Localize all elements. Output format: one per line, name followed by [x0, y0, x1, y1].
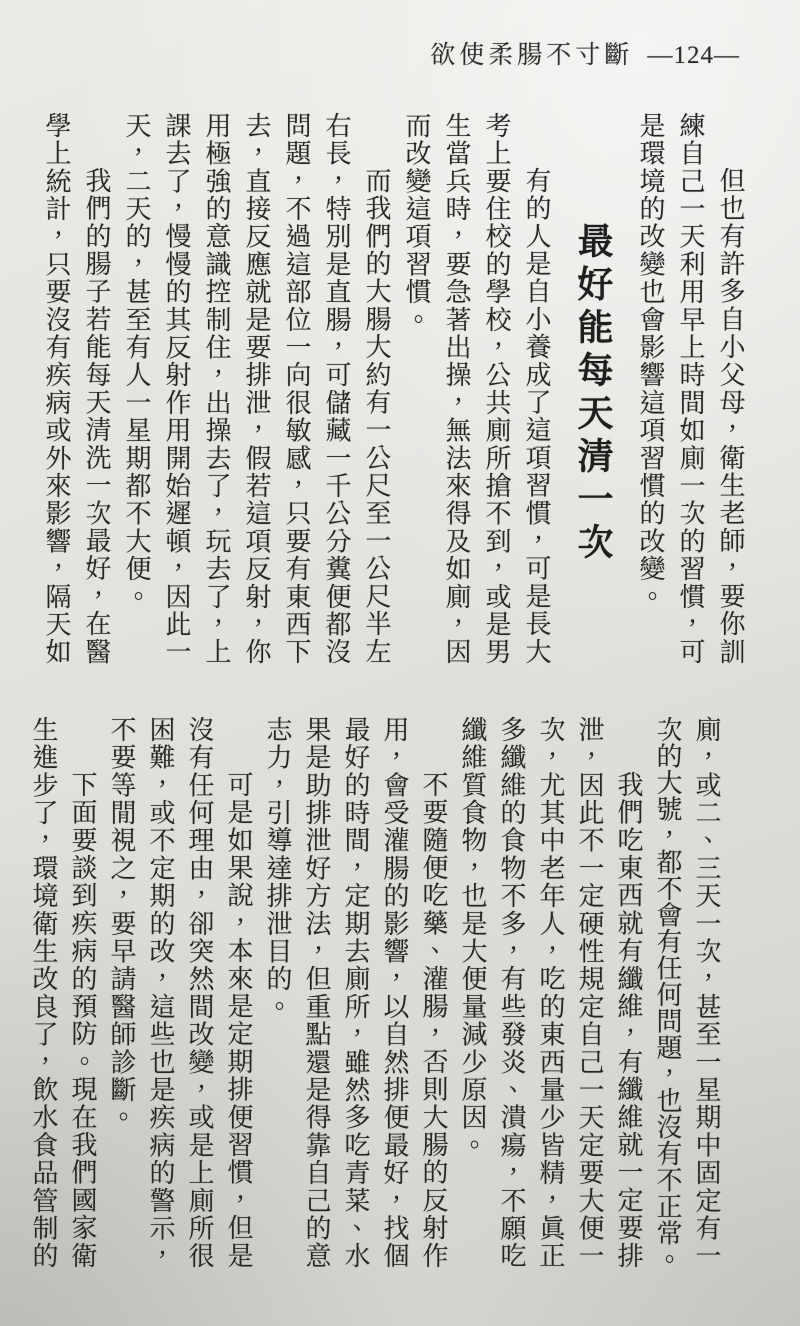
- paragraph-9: 下面要談到疾病的預防。現在我們國家衛生進步了，環境衛生改良了，飲水食品管制的: [29, 716, 97, 1270]
- page-number: —124—: [647, 42, 740, 69]
- paragraph-5-continuation-line-1: 廁，或二、三天一次，甚至一星期中固定有一: [692, 716, 721, 1270]
- section-heading: 最好能每天清一次: [573, 222, 614, 566]
- paragraph-5-continuation-line-2: 次的大號，都不會有任何問題，也沒有不正常。: [653, 716, 682, 1273]
- running-header-title: 欲使柔腸不寸斷: [430, 42, 634, 69]
- paragraph-4: 我們的腸子若能每天清洗一次最好，在醫學上統計，只要沒有疾病或外來影響，隔天如: [42, 112, 111, 666]
- paragraph-2: 有的人是自小養成了這項習慣，可是長大考上要住校的學校，公共廁所搶不到，或是男生當兵時，要急著出操，無法來得及如廁，因而改變這項習慣。: [402, 112, 551, 666]
- running-header: [430, 35, 740, 71]
- paragraph-3: 而我們的大腸大約有一公尺至一公尺半左右長，特別是直腸，可儲藏一千公分糞便都沒問題，不過這部位一向很敏感，只要有東西下去，直接反應就是要排泄，假若這項反射，你用極強的意識控制住，出操去了，玩去了，上課去了，慢慢的其反射作用開始遲頓，因此一天，二天的，甚至有人一星期都不大便。: [122, 112, 391, 666]
- top-text-block: [36, 112, 750, 674]
- paragraph-1: 但也有許多自小父母，衛生老師，要你訓練自己一天利用早上時間如廁一次的習慣，可是環境的改變也會影響這項習慣的改變。: [636, 112, 745, 666]
- bottom-text-block: [24, 716, 726, 1278]
- paragraph-7: 不要隨便吃藥、灌腸，否則大腸的反射作用，會受灌腸的影響，以自然排便最好，找個最好的時間，定期去廁所，雖然多吃青菜、水果是助排泄好方法，但重點還是得靠自己的意志力，引導達排泄目的。: [263, 716, 448, 1270]
- paragraph-8: 可是如果說，本來是定期排便習慣，但是沒有任何理由，卻突然間改變，或是上廁所很困難，或不定期的改，這些也是疾病的警示，不要等閒視之，要早請醫師診斷。: [107, 716, 253, 1270]
- paragraph-6: 我們吃東西就有纖維，有纖維就一定要排泄，因此不一定硬性規定自己一天定要大便一次，尤其中老年人，吃的東西量少皆精，眞正多纖維的食物不多，有些發炎、潰瘍，不願吃纖維質食物，也是大便量減少原因。: [458, 716, 643, 1270]
